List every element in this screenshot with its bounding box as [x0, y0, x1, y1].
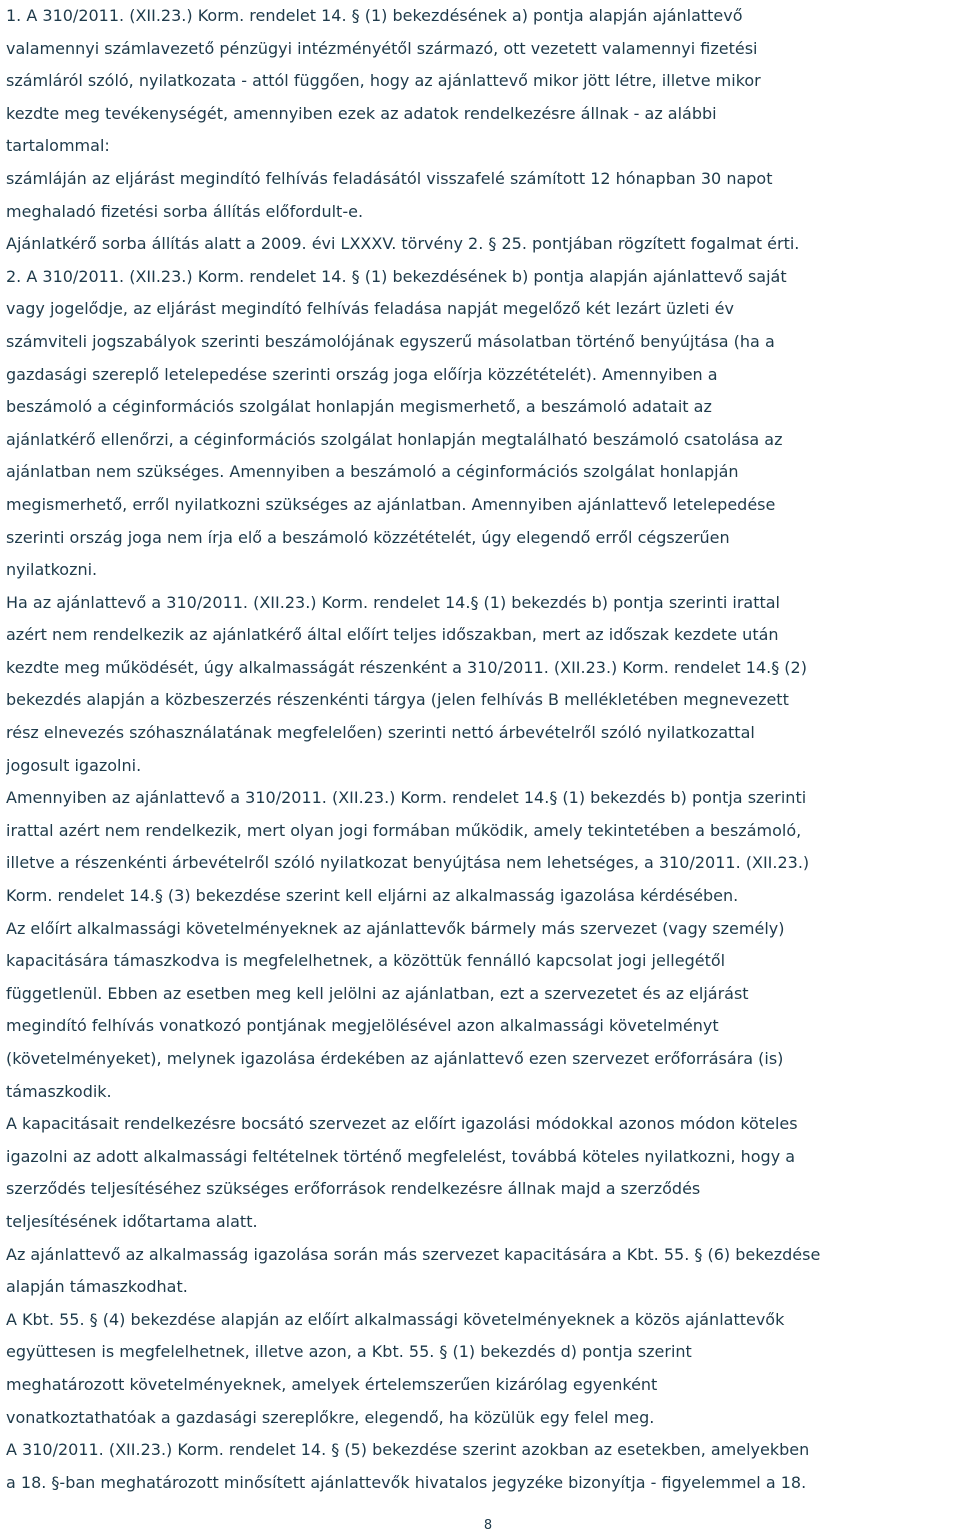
page-number: 8 — [483, 1518, 493, 1533]
text-line: Amennyiben az ajánlattevő a 310/2011. (XII.23.) Korm. rendelet 14.§ (1) bekezdés b) pontja szerinti — [6, 788, 807, 808]
text-line: kapacitására támaszkodva is megfelelhetnek, a közöttük fennálló kapcsolat jogi jellegétől — [6, 951, 726, 971]
text-line: szerinti ország joga nem írja elő a beszámoló közzétételét, úgy elegendő erről cégszerűen — [6, 527, 730, 547]
text-line: kezdte meg tevékenységét, amennyiben ezek az adatok rendelkezésre állnak - az alábbi — [6, 103, 717, 123]
text-line: illetve a részenkénti árbevételről szóló nyilatkozat benyújtása nem lehetséges, a 310/2011. (XII.23.) — [6, 853, 810, 873]
text-line: gazdasági szereplő letelepedése szerinti ország joga előírja közzétételét). Amennyiben a — [6, 364, 718, 384]
text-line: Az ajánlattevő az alkalmasság igazolása során más szervezet kapacitására a Kbt. 55. § (6) bekezdése — [6, 1244, 821, 1264]
text-line: tartalommal: — [6, 136, 110, 156]
text-line: megindító felhívás vonatkozó pontjának megjelölésével azon alkalmassági követelményt — [6, 1016, 719, 1036]
text-line: 2. A 310/2011. (XII.23.) Korm. rendelet 14. § (1) bekezdésének b) pontja alapján ajánlattevő saját — [6, 266, 787, 286]
text-line: alapján támaszkodhat. — [6, 1277, 188, 1297]
text-line: együttesen is megfelelhetnek, illetve azon, a Kbt. 55. § (1) bekezdés d) pontja szerint — [6, 1342, 692, 1362]
text-line: megismerhető, erről nyilatkozni szükséges az ajánlatban. Amennyiben ajánlattevő letelepedése — [6, 494, 776, 514]
text-line: a 18. §-ban meghatározott minősített ajánlattevők hivatalos jegyzéke bizonyítja - figyelemmel a 18. — [6, 1472, 807, 1492]
text-line: Az előírt alkalmassági követelményeknek az ajánlattevők bármely más szervezet (vagy személy) — [6, 918, 785, 938]
text-line: Korm. rendelet 14.§ (3) bekezdése szerint kell eljárni az alkalmasság igazolása kérdésében. — [6, 886, 739, 906]
text-line: rész elnevezés szóhasználatának megfelelően) szerinti nettó árbevételről szóló nyilatkozattal — [6, 723, 755, 743]
text-line: számviteli jogszabályok szerinti beszámolójának egyszerű másolatban történő benyújtása (ha a — [6, 331, 775, 351]
text-line: A Kbt. 55. § (4) bekezdése alapján az előírt alkalmassági követelményeknek a közös ajánlattevők — [6, 1309, 785, 1329]
text-line: kezdte meg működését, úgy alkalmasságát részenként a 310/2011. (XII.23.) Korm. rendelet 14.§ (2) — [6, 657, 807, 677]
text-line: 1. A 310/2011. (XII.23.) Korm. rendelet 14. § (1) bekezdésének a) pontja alapján ajánlattevő — [6, 6, 743, 25]
text-line: meghatározott követelményeknek, amelyek értelemszerűen kizárólag egyenként — [6, 1374, 658, 1394]
text-line: bekezdés alapján a közbeszerzés részenkénti tárgya (jelen felhívás B mellékletében megnevezett — [6, 690, 789, 710]
text-line: Ajánlatkérő sorba állítás alatt a 2009. évi LXXXV. törvény 2. § 25. pontjában rögzített fogalmat érti. — [6, 234, 800, 254]
document-body — [6, 0, 956, 1499]
text-line: (követelményeket), melynek igazolása érdekében az ajánlattevő ezen szervezet erőforrására (is) — [6, 1049, 784, 1068]
text-line: teljesítésének időtartama alatt. — [6, 1211, 258, 1231]
text-line: támaszkodik. — [6, 1081, 112, 1101]
text-line: vagy jogelődje, az eljárást megindító felhívás feladása napját megelőző két lezárt üzleti év — [6, 299, 734, 319]
text-line: valamennyi számlavezető pénzügyi intézményétől származó, ott vezetett valamennyi fizetési — [6, 38, 758, 58]
text-line: ajánlatban nem szükséges. Amennyiben a beszámoló a céginformációs szolgálat honlapján — [6, 462, 739, 482]
text-line: A 310/2011. (XII.23.) Korm. rendelet 14. § (5) bekezdése szerint azokban az esetekben, amelyekben — [6, 1440, 810, 1460]
text-line: ajánlatkérő ellenőrzi, a céginformációs szolgálat honlapján megtalálható beszámoló csatolása az — [6, 429, 783, 449]
text-line: Ha az ajánlattevő a 310/2011. (XII.23.) Korm. rendelet 14.§ (1) bekezdés b) pontja szerinti irattal — [6, 592, 780, 612]
text-line: jogosult igazolni. — [6, 755, 142, 775]
text-line: beszámoló a céginformációs szolgálat honlapján megismerhető, a beszámoló adatait az — [6, 397, 712, 417]
text-line: számláról szóló, nyilatkozata - attól függően, hogy az ajánlattevő mikor jött létre, illetve mikor — [6, 71, 761, 91]
text-line: igazolni az adott alkalmassági feltételnek történő megfelelést, továbbá köteles nyilatkozni, hogy a — [6, 1146, 796, 1166]
text-line: meghaladó fizetési sorba állítás előfordult-e. — [6, 201, 364, 221]
text-line: függetlenül. Ebben az esetben meg kell jelölni az ajánlatban, ezt a szervezetet és az eljárást — [6, 983, 749, 1003]
text-line: számláján az eljárást megindító felhívás feladásától visszafelé számított 12 hónapban 30 napot — [6, 168, 773, 188]
text-line: vonatkoztathatóak a gazdasági szereplőkre, elegendő, ha közülük egy felel meg. — [6, 1407, 655, 1427]
text-line: azért nem rendelkezik az ajánlatkérő által előírt teljes időszakban, mert az időszak kezdete után — [6, 625, 779, 645]
text-line: szerződés teljesítéséhez szükséges erőforrások rendelkezésre állnak majd a szerződés — [6, 1179, 701, 1199]
text-line: irattal azért nem rendelkezik, mert olyan jogi formában működik, amely tekintetében a beszámoló, — [6, 820, 802, 840]
text-line: nyilatkozni. — [6, 560, 98, 580]
text-line: A kapacitásait rendelkezésre bocsátó szervezet az előírt igazolási módokkal azonos módon köteles — [6, 1114, 798, 1134]
